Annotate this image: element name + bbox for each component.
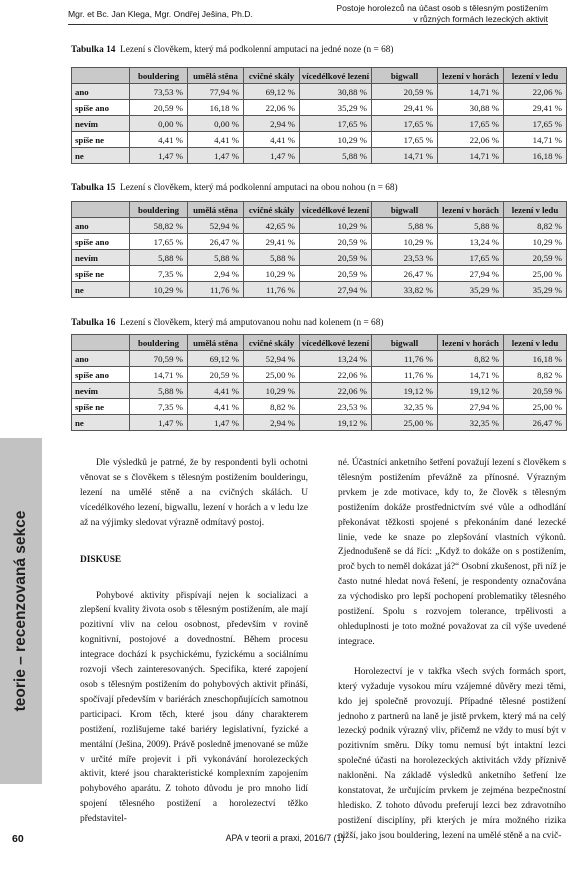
table-header-corner: [72, 68, 130, 84]
table-cell: 35,29 %: [504, 282, 567, 298]
table-cell: 69,12 %: [244, 84, 300, 100]
column-header: vícedélkové lezení: [300, 202, 372, 218]
table-14: [71, 67, 567, 164]
table-cell: 25,00 %: [504, 399, 567, 415]
row-label: spíše ne: [72, 266, 130, 282]
table-cell: 52,94 %: [244, 351, 300, 367]
row-label: ne: [72, 282, 130, 298]
table-cell: 5,88 %: [438, 218, 504, 234]
row-label: ano: [72, 84, 130, 100]
row-label: nevím: [72, 116, 130, 132]
table-cell: 10,29 %: [300, 132, 372, 148]
table-cell: 22,06 %: [300, 367, 372, 383]
section-sidebar-label: teorie – recenzovaná sekce: [12, 510, 29, 712]
table-cell: 26,47 %: [188, 234, 244, 250]
table-cell: 10,29 %: [300, 218, 372, 234]
table-cell: 19,12 %: [438, 383, 504, 399]
row-label: spíše ne: [72, 399, 130, 415]
table-cell: 8,82 %: [438, 351, 504, 367]
table-cell: 30,88 %: [300, 84, 372, 100]
table-15: [71, 201, 567, 298]
column-header: lezení v ledu: [504, 202, 567, 218]
table-cell: 70,59 %: [130, 351, 188, 367]
table-row: [72, 415, 567, 431]
table-cell: 11,76 %: [244, 282, 300, 298]
table-15-label: Tabulka 15: [71, 183, 116, 193]
table-cell: 30,88 %: [438, 100, 504, 116]
table-cell: 10,29 %: [244, 383, 300, 399]
table-16-label: Tabulka 16: [71, 318, 116, 328]
table-header-row: [72, 335, 567, 351]
column-header: cvičné skály: [244, 202, 300, 218]
table-row: [72, 148, 567, 164]
table-cell: 22,06 %: [438, 132, 504, 148]
table-cell: 5,88 %: [130, 383, 188, 399]
table-cell: 35,29 %: [300, 100, 372, 116]
table-cell: 14,71 %: [438, 367, 504, 383]
table-row: [72, 383, 567, 399]
table-cell: 16,18 %: [504, 351, 567, 367]
column-header: vícedélkové lezení: [300, 335, 372, 351]
table-cell: 5,88 %: [372, 218, 438, 234]
table-cell: 77,94 %: [188, 84, 244, 100]
column-header: lezení v horách: [438, 335, 504, 351]
table-cell: 22,06 %: [504, 84, 567, 100]
table-cell: 29,41 %: [372, 100, 438, 116]
running-header-title: [288, 3, 548, 24]
header-divider: [68, 24, 548, 25]
table-row: [72, 116, 567, 132]
row-label: spíše ano: [72, 100, 130, 116]
table-header-corner: [72, 335, 130, 351]
table-cell: 7,35 %: [130, 399, 188, 415]
column-header: lezení v ledu: [504, 68, 567, 84]
table-cell: 10,29 %: [504, 234, 567, 250]
table-cell: 8,82 %: [504, 218, 567, 234]
table-cell: 17,65 %: [372, 132, 438, 148]
table-row: [72, 351, 567, 367]
column-header: bigwall: [372, 202, 438, 218]
table-16: [71, 334, 567, 431]
row-label: spíše ne: [72, 132, 130, 148]
table-row: [72, 132, 567, 148]
table-cell: 11,76 %: [188, 282, 244, 298]
table-cell: 33,82 %: [372, 282, 438, 298]
table-cell: 23,53 %: [300, 399, 372, 415]
table-cell: 22,06 %: [244, 100, 300, 116]
table-cell: 42,65 %: [244, 218, 300, 234]
table-cell: 32,35 %: [438, 415, 504, 431]
table-cell: 0,00 %: [188, 116, 244, 132]
table-cell: 5,88 %: [244, 250, 300, 266]
body-paragraph: Dle výsledků je patrné, že by respondenti byli ochotni věnovat se s člověkem s tělesným postižením boulderingu, lezení na umělé stěně a na cvičných skálách. U vícedélkového lezení, bigwallu, lezení v horách a v ledu lze až na výjimky sledovat výrazně odmítavý postoj.: [80, 458, 308, 528]
column-header: bouldering: [130, 335, 188, 351]
running-header-title-line1: Postoje horolezců na účast osob s tělesným postižením: [336, 3, 548, 13]
table-header-row: [72, 68, 567, 84]
table-header-row: [72, 202, 567, 218]
table-cell: 17,65 %: [372, 116, 438, 132]
table-cell: 8,82 %: [244, 399, 300, 415]
row-label: spíše ano: [72, 367, 130, 383]
column-header: lezení v ledu: [504, 335, 567, 351]
column-header: cvičné skály: [244, 335, 300, 351]
table-cell: 7,35 %: [130, 266, 188, 282]
body-paragraph: Horolezectví je v takřka všech svých formách sport, který vyžaduje vysokou míru vzájemné důvěry mezi těmi, kdo jej společně provozují. Případné tělesné postižení jednoho z partnerů na laně je jistě prvkem, který má na celý lezecký podnik výrazný vliv, přičemž ne vždy to musí být v pozitivním směru. Díky tomu nemusí být intaktní lezci společné účasti na horolezeckých aktivitách vždy příznivě nakloněni. Na základě výsledků anketního šetření lze konstatovat, že určujícím prvkem je zejména bezpečnostní hledisko. Z tohoto důvodu preferují lezci bez zdravotního postižení disciplíny, při kterých je míra možného rizika nižší, jako jsou bouldering, lezení na umělé stěně a na cvič-: [338, 666, 566, 841]
table-cell: 17,65 %: [504, 116, 567, 132]
table-cell: 32,35 %: [372, 399, 438, 415]
table-cell: 17,65 %: [438, 116, 504, 132]
table-cell: 27,94 %: [438, 266, 504, 282]
row-label: ano: [72, 218, 130, 234]
body-paragraph: Pohybové aktivity přispívají nejen k socializaci a zlepšení kvality života osob s tělesným postižením, ale mají pozitivní vliv na celou osobnost, především v rovině kognitivní, postojové a dovednostní. Během procesu integrace dochází k psychickému, fyzickému a sociálnímu rozvoji všech zainteresovaných. Specifika, které zapojení osob s tělesným postižením do pohybových aktivit přináší, spočívají především v bariérách zneschopňujících samotnou participaci. Krom těch, které jsou dány charakterem postižení, rozlišujeme také bariéry legislativní, fyzické a mentální (Ješina, 2009). Právě posledně jmenované se může v určité míře projevit i při vykonávání horolezeckých aktivit, které jsou charakteristické komplexním zapojením pohybového aparátu. Z tohoto důvodu je pro mnoho lidí spojení tělesného postižení a horolezectví těžko představitel-: [80, 590, 308, 825]
table-cell: 20,59 %: [130, 100, 188, 116]
column-header: bigwall: [372, 335, 438, 351]
table-cell: 1,47 %: [130, 415, 188, 431]
table-14-caption-text: Lezení s člověkem, který má podkolenní amputaci na jedné noze (n = 68): [120, 45, 394, 55]
column-header: lezení v horách: [438, 68, 504, 84]
table-15-caption-text: Lezení s člověkem, který má podkolenní amputaci na obou nohou (n = 68): [120, 183, 398, 193]
table-cell: 20,59 %: [188, 367, 244, 383]
table-cell: 14,71 %: [130, 367, 188, 383]
table-row: [72, 367, 567, 383]
table-cell: 4,41 %: [188, 399, 244, 415]
table-cell: 10,29 %: [244, 266, 300, 282]
table-cell: 1,47 %: [244, 148, 300, 164]
body-paragraph: né. Účastníci anketního šetření považují lezení s člověkem s tělesným postižením převážně za přínosné. Výrazným prvkem je zde motivace, kdy to, že člověk s tělesným postižením dokáže prostřednictvím své vůle a odhodlání překonávat těžkosti spojené s překonáním dané lezecké linie, vede ke snaze po zlepšování vlastních výkonů. Zjednodušeně se dá říci: „Když to dokáže on s postižením, proč bych to neměl dokázat já?“ Osobní zkušenost, při níž je často nutné hledat nová řešení, je respondenty označována za východisko pro lepší pochopení problematiky tělesného postižení. Spolu s rozvojem tolerance, trpělivosti a ohleduplnosti je toto možné považovat za cíl výše uvedené integrace.: [338, 458, 566, 647]
table-cell: 17,65 %: [438, 250, 504, 266]
table-row: [72, 266, 567, 282]
table-cell: 11,76 %: [372, 367, 438, 383]
table-row: [72, 399, 567, 415]
table-cell: 11,76 %: [372, 351, 438, 367]
table-cell: 14,71 %: [438, 84, 504, 100]
table-cell: 8,82 %: [504, 367, 567, 383]
table-row: [72, 234, 567, 250]
table-cell: 5,88 %: [130, 250, 188, 266]
column-header: umělá stěna: [188, 202, 244, 218]
table-cell: 13,24 %: [438, 234, 504, 250]
column-header: vícedélkové lezení: [300, 68, 372, 84]
table-cell: 1,47 %: [188, 148, 244, 164]
table-14-caption: [71, 45, 394, 55]
table-cell: 27,94 %: [438, 399, 504, 415]
column-header: umělá stěna: [188, 335, 244, 351]
table-cell: 35,29 %: [438, 282, 504, 298]
table-cell: 20,59 %: [504, 250, 567, 266]
table-cell: 0,00 %: [130, 116, 188, 132]
row-label: spíše ano: [72, 234, 130, 250]
table-cell: 29,41 %: [504, 100, 567, 116]
table-cell: 2,94 %: [244, 116, 300, 132]
table-cell: 1,47 %: [188, 415, 244, 431]
table-cell: 69,12 %: [188, 351, 244, 367]
body-right-column: [338, 456, 566, 844]
table-cell: 14,71 %: [438, 148, 504, 164]
table-cell: 20,59 %: [504, 383, 567, 399]
table-16-caption: [71, 318, 383, 328]
table-cell: 52,94 %: [188, 218, 244, 234]
table-cell: 10,29 %: [130, 282, 188, 298]
table-cell: 4,41 %: [244, 132, 300, 148]
page-number: 60: [12, 833, 24, 845]
table-cell: 10,29 %: [372, 234, 438, 250]
table-cell: 25,00 %: [372, 415, 438, 431]
table-cell: 20,59 %: [300, 266, 372, 282]
table-cell: 20,59 %: [300, 250, 372, 266]
table-cell: 20,59 %: [300, 234, 372, 250]
table-cell: 14,71 %: [372, 148, 438, 164]
table-cell: 25,00 %: [244, 367, 300, 383]
table-16-caption-text: Lezení s člověkem, který má amputovanou nohu nad kolenem (n = 68): [120, 318, 384, 328]
table-cell: 13,24 %: [300, 351, 372, 367]
row-label: ano: [72, 351, 130, 367]
table-cell: 25,00 %: [504, 266, 567, 282]
section-heading-diskuse: DISKUSE: [80, 554, 122, 565]
table-row: [72, 282, 567, 298]
table-row: [72, 250, 567, 266]
table-cell: 4,41 %: [130, 132, 188, 148]
table-cell: 22,06 %: [300, 383, 372, 399]
journal-footer: APA v teorii a praxi, 2016/7 (1): [225, 833, 345, 843]
table-cell: 16,18 %: [188, 100, 244, 116]
table-cell: 1,47 %: [130, 148, 188, 164]
table-cell: 14,71 %: [504, 132, 567, 148]
table-cell: 17,65 %: [300, 116, 372, 132]
table-cell: 19,12 %: [300, 415, 372, 431]
row-label: nevím: [72, 250, 130, 266]
row-label: ne: [72, 148, 130, 164]
table-14-label: Tabulka 14: [71, 45, 116, 55]
table-cell: 17,65 %: [130, 234, 188, 250]
table-row: [72, 218, 567, 234]
table-header-corner: [72, 202, 130, 218]
table-cell: 19,12 %: [372, 383, 438, 399]
table-15-caption: [71, 183, 398, 193]
table-cell: 16,18 %: [504, 148, 567, 164]
table-cell: 23,53 %: [372, 250, 438, 266]
table-cell: 26,47 %: [504, 415, 567, 431]
row-label: ne: [72, 415, 130, 431]
table-cell: 27,94 %: [300, 282, 372, 298]
table-cell: 4,41 %: [188, 383, 244, 399]
table-cell: 29,41 %: [244, 234, 300, 250]
column-header: bigwall: [372, 68, 438, 84]
column-header: umělá stěna: [188, 68, 244, 84]
table-cell: 2,94 %: [244, 415, 300, 431]
table-cell: 58,82 %: [130, 218, 188, 234]
table-cell: 4,41 %: [188, 132, 244, 148]
table-cell: 26,47 %: [372, 266, 438, 282]
table-row: [72, 84, 567, 100]
table-row: [72, 100, 567, 116]
row-label: nevím: [72, 383, 130, 399]
table-cell: 20,59 %: [372, 84, 438, 100]
column-header: bouldering: [130, 68, 188, 84]
running-header-title-line2: v různých formách lezeckých aktivit: [413, 13, 548, 24]
body-left-column: [80, 456, 308, 827]
table-cell: 2,94 %: [188, 266, 244, 282]
table-cell: 73,53 %: [130, 84, 188, 100]
table-cell: 5,88 %: [188, 250, 244, 266]
column-header: bouldering: [130, 202, 188, 218]
column-header: lezení v horách: [438, 202, 504, 218]
running-header-authors: Mgr. et Bc. Jan Klega, Mgr. Ondřej Ješina, Ph.D.: [68, 9, 253, 19]
column-header: cvičné skály: [244, 68, 300, 84]
table-cell: 5,88 %: [300, 148, 372, 164]
